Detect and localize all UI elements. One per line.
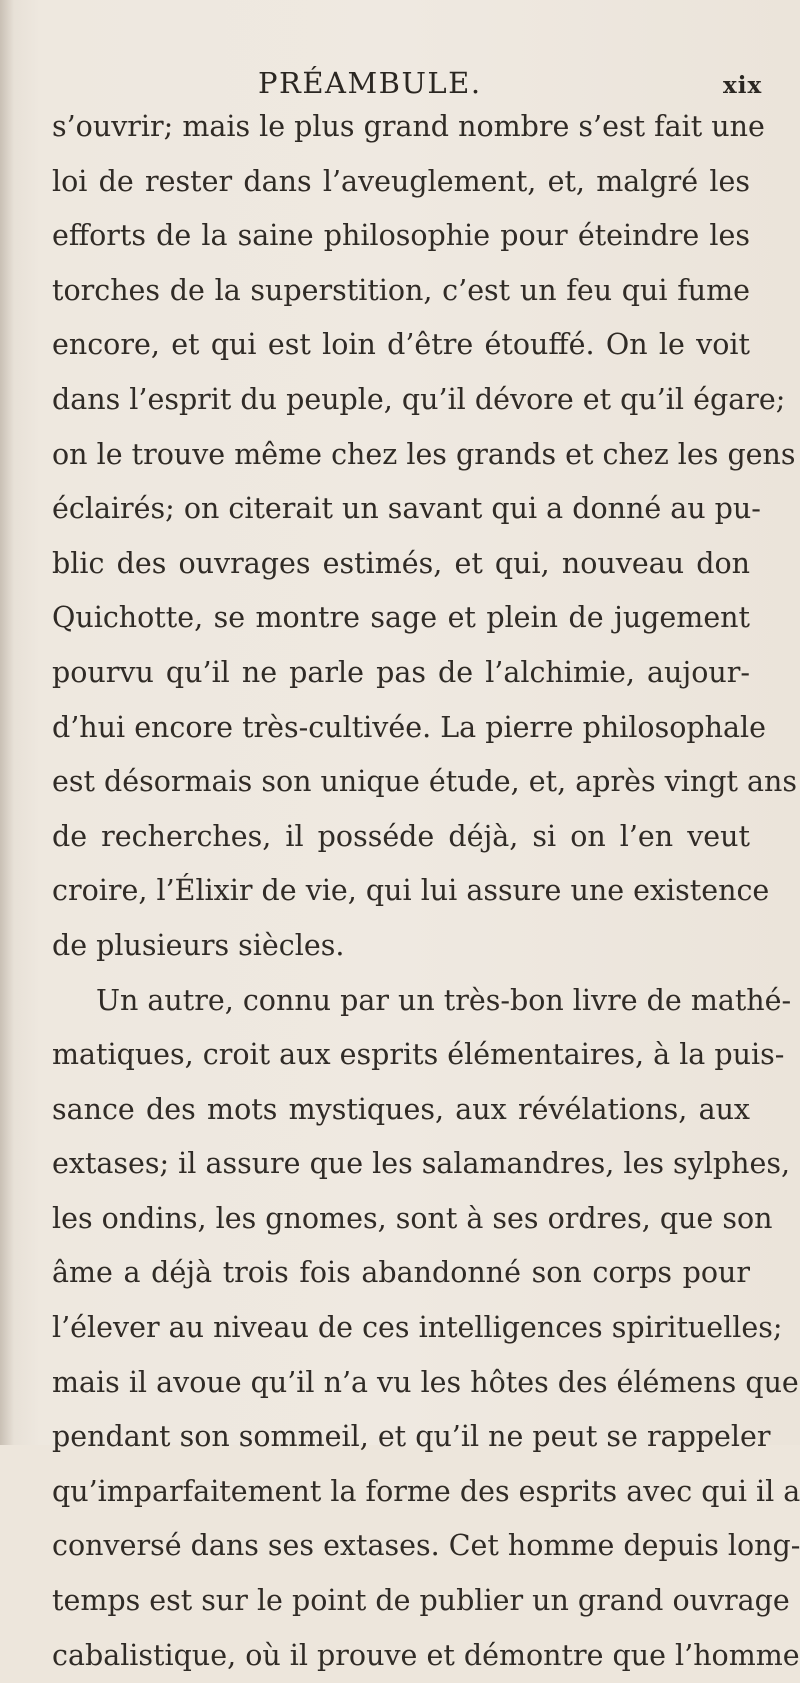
text-line: efforts de la saine philosophie pour éteindre les: [52, 219, 750, 253]
text-line: l’élever au niveau de ces intelligences spirituelles;: [52, 1311, 783, 1345]
paragraph-start-line: Un autre, connu par un très-bon livre de mathé-: [96, 983, 792, 1017]
text-line: s’ouvrir; mais le plus grand nombre s’est fait une: [52, 110, 765, 143]
text-line: blic des ouvrages estimés, et qui, nouveau don: [52, 546, 750, 580]
text-line: extases; il assure que les salamandres, les sylphes,: [52, 1147, 791, 1181]
text-line: Quichotte, se montre sage et plein de jugement: [52, 601, 750, 635]
text-line: âme a déjà trois fois abandonné son corps pour: [52, 1256, 750, 1290]
text-line: croire, l’Élixir de vie, qui lui assure une existence: [52, 874, 770, 908]
text-line: de recherches, il posséde déjà, si on l’en veut: [52, 819, 750, 853]
text-line: torches de la superstition, c’est un feu qui fume: [52, 273, 750, 307]
text-line: on le trouve même chez les grands et chez les gens: [52, 437, 796, 471]
text-line: cabalistique, où il prouve et démontre que l’homme: [52, 1638, 800, 1672]
text-line: pourvu qu’il ne parle pas de l’alchimie, aujour-: [52, 655, 750, 689]
text-line: temps est sur le point de publier un grand ouvrage: [52, 1584, 790, 1618]
text-line: les ondins, les gnomes, sont à ses ordres, que son: [52, 1201, 773, 1235]
binding-shadow: [0, 0, 14, 1445]
text-line: sance des mots mystiques, aux révélations, aux: [52, 1092, 750, 1126]
paragraph-end-line: de plusieurs siècles.: [52, 928, 345, 962]
text-line: d’hui encore très-cultivée. La pierre philosophale: [52, 710, 766, 744]
text-line: mais il avoue qu’il n’a vu les hôtes des élémens que: [52, 1365, 799, 1399]
text-line: qu’imparfaitement la forme des esprits avec qui il a: [52, 1474, 800, 1508]
running-title: PRÉAMBULE.: [258, 66, 482, 100]
text-line: est désormais son unique étude, et, après vingt ans: [52, 765, 797, 799]
text-line: loi de rester dans l’aveuglement, et, malgré les: [52, 164, 750, 198]
page-number: xix: [723, 72, 763, 99]
text-line: éclairés; on citerait un savant qui a donné au pu-: [52, 492, 761, 526]
body-text: [52, 100, 800, 1683]
text-line: pendant son sommeil, et qu’il ne peut se rappeler: [52, 1420, 771, 1454]
text-line: dans l’esprit du peuple, qu’il dévore et qu’il égare;: [52, 382, 786, 416]
text-line: matiques, croit aux esprits élémentaires, à la puis-: [52, 1038, 785, 1072]
text-line: encore, et qui est loin d’être étouffé. On le voit: [52, 328, 750, 362]
text-line: conversé dans ses extases. Cet homme depuis long-: [52, 1529, 800, 1563]
